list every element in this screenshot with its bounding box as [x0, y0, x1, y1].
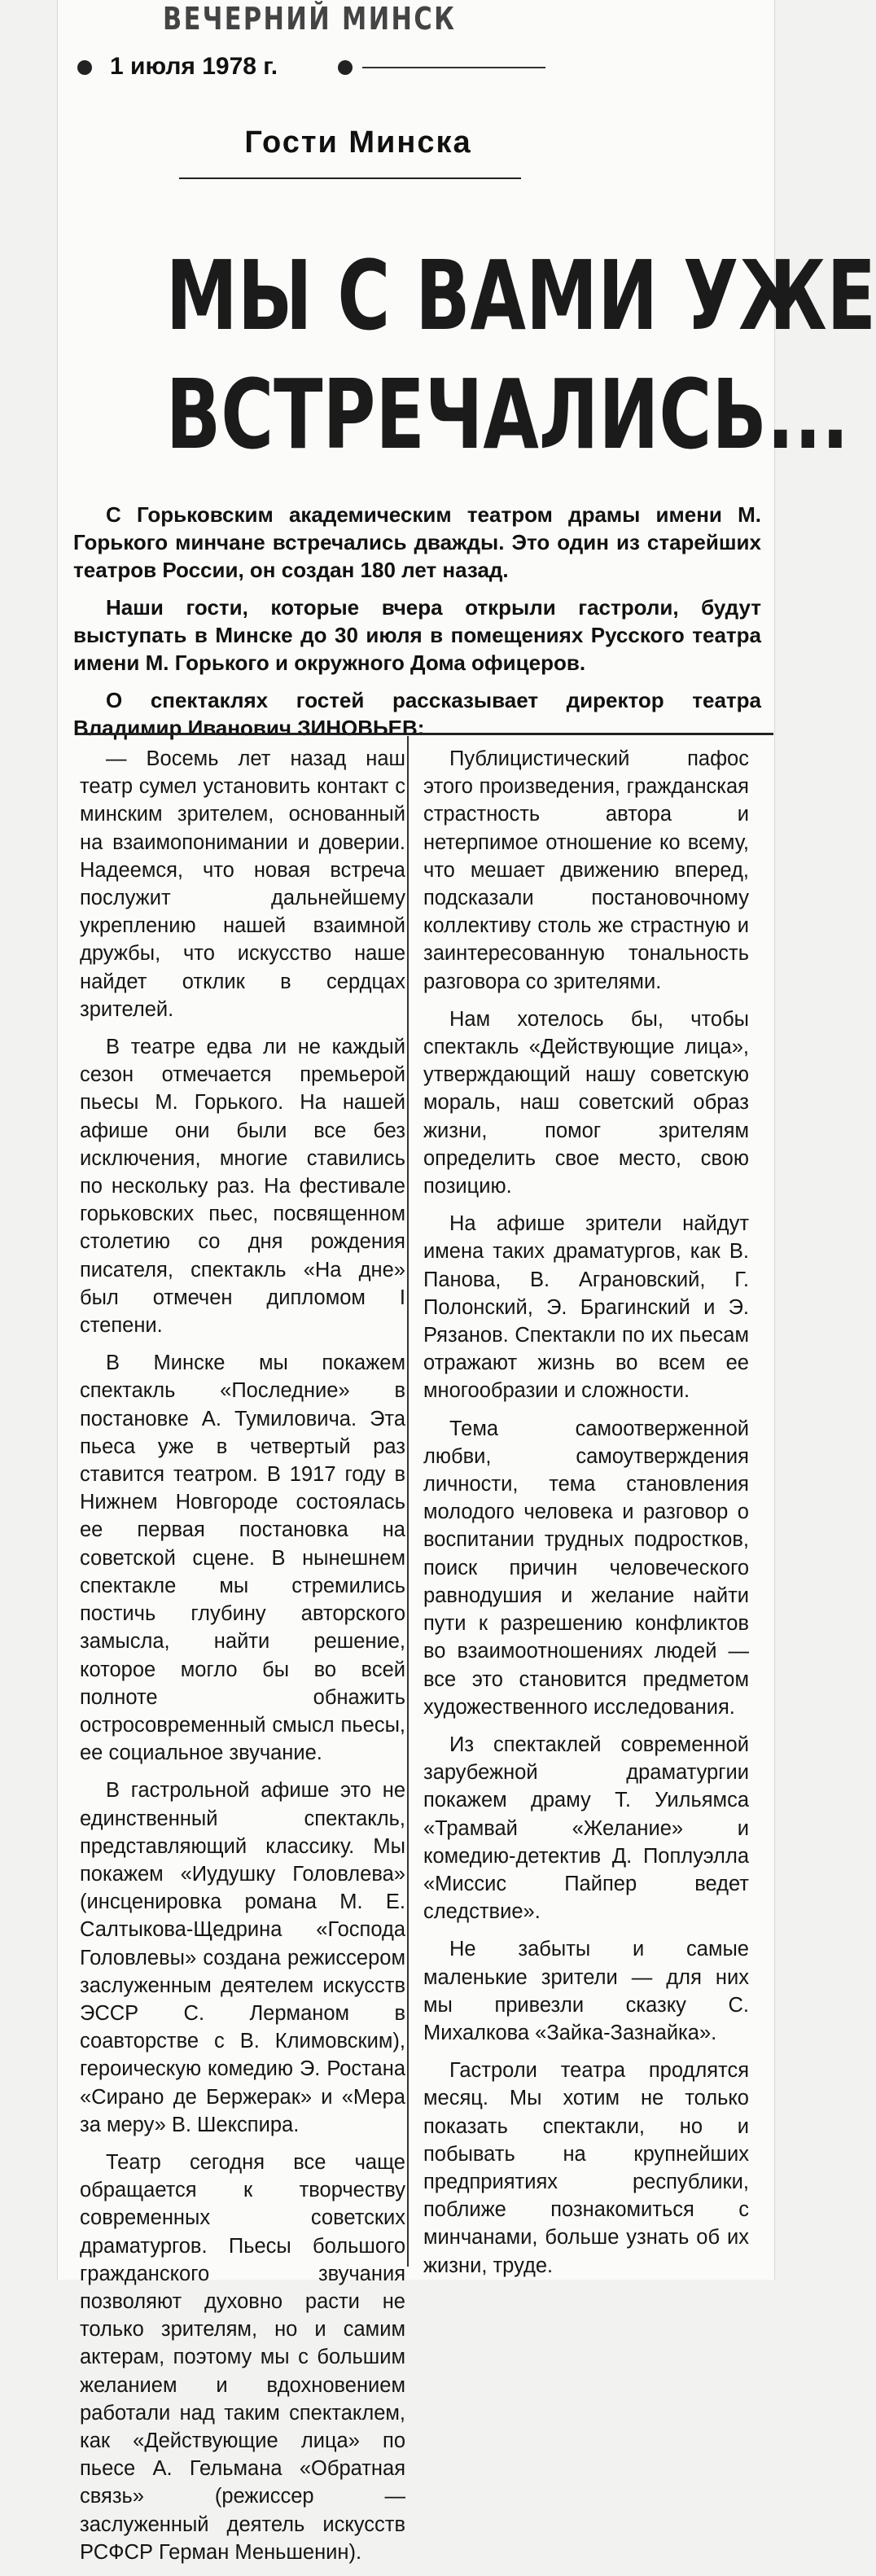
headline-line-1: МЫ С ВАМИ УЖЕ — [165, 239, 876, 352]
date-rule — [362, 67, 545, 68]
section-rubric: Гости Минска — [244, 125, 472, 160]
body-paragraph: Театр сегодня все чаще обращается к творчеству современных советских драматургов. Пьесы большого гражданского звучания позволяют духовно расти не только зрителям, но и самим актерам, поэтому мы с большим желанием и вдохновением работали над таким спектаклем, как «Действующие лица» по пьесе А. Гельмана «Обратная связь» (режиссер — заслуженный деятель искусств РСФСР Герман Меньшенин). — [80, 2150, 405, 2564]
article-headline — [165, 236, 876, 474]
bullet-icon — [77, 60, 92, 75]
body-paragraph: На афише зрители найдут имена таких драматургов, как В. Панова, В. Аграновский, Г. Полонский, Э. Брагинский и Э. Рязанов. Спектакли по их пьесам отражают жизнь во всем ее многообразии и сложности. — [423, 1212, 749, 1403]
body-paragraph: Публицистический пафос этого произведения, гражданская страстность автора и нетерпимое отношение ко всему, что мешает движению вперед, подсказали постановочному коллективу столь же страстную и заинтересованную тональность разговора со зрителями. — [423, 747, 749, 993]
lead-divider — [77, 733, 773, 735]
lead-paragraph: С Горьковским академическим театром драмы имени М. Горького минчане встречались дважды. Это один из старейших театров России, он создан 180 лет назад. — [73, 502, 761, 582]
body-paragraph: В театре едва ли не каждый сезон отмечается премьерой пьесы М. Горького. На нашей афише они были все без исключения, многие ставились по нескольку раз. На фестивале горьковских пьес, посвященном столетию со дня рождения писателя, спектакль «На дне» был отмечен дипломом I степени. — [80, 1036, 405, 1338]
body-paragraph: В гастрольной афише это не единственный спектакль, представляющий классику. Мы покажем «Иудушку Головлева» (инсценировка романа М. Е. Салтыкова-Щедрина «Господа Головлевы» создана режиссером заслуженным деятелем искусств ЭССР С. Лерманом в соавторстве с В. Климовским), героическую комедию Э. Ростана «Сирано де Бержерак» и «Мера за меру» В. Шекспира. — [80, 1779, 405, 2136]
body-paragraph: Не забыты и самые маленькие зрители — для них мы привезли сказку С. Михалкова «Зайка-Зазнайка». — [423, 1938, 749, 2044]
rubric-underline — [179, 177, 521, 179]
article-column-right — [423, 745, 749, 2289]
body-paragraph: В Минске мы покажем спектакль «Последние» в постановке А. Тумиловича. Эта пьеса уже в четвертый раз ставится театром. В 1917 году в Нижнем Новгороде состоялась ее первая постановка на советской сцене. В нынешнем спектакле мы стремились постичь глубину авторского замысла, найти решение, которое могло бы во всей полноте обнажить остросовременный смысл пьесы, ее социальное звучание. — [80, 1352, 405, 1765]
body-paragraph: Гастроли театра продлятся месяц. Мы хотим не только показать спектакли, но и побывать на крупнейших предприятиях республики, поближе познакомиться с минчанами, больше узнать об их жизни, труде. — [423, 2059, 749, 2277]
newspaper-masthead: ВЕЧЕРНИЙ МИНСК — [163, 1, 457, 37]
lead-paragraph: Наши гости, которые вчера открыли гастроли, будут выступать в Минске до 30 июля в помещениях Русского театра имени М. Горького и окружного Дома офицеров. — [73, 595, 761, 675]
body-paragraph: Из спектаклей современной зарубежной драматургии покажем драму Т. Уильямса «Трамвай «Желание» и комедию-детектив Д. Поплуэлла «Миссис Пайпер ведет следствие». — [423, 1733, 749, 1924]
body-paragraph: — Восемь лет назад наш театр сумел установить контакт с минским зрителем, основанный на взаимопонимании и доверии. Надеемся, что новая встреча послужит дальнейшему укреплению нашей взаимной дружбы, что искусство наше найдет отклик в сердцах зрителей. — [80, 747, 405, 1021]
column-rule — [407, 736, 409, 2267]
lead-paragraph: О спектаклях гостей рассказывает директор театра Владимир Иванович ЗИНОВЬЕВ: — [73, 688, 761, 740]
article-column-left — [80, 745, 405, 2576]
body-paragraph: Нам хотелось бы, чтобы спектакль «Действующие лица», утверждающий нашу советскую мораль, наш советский образ жизни, помог зрителям определить свое место, свою позицию. — [423, 1007, 749, 1198]
headline-line-2: ВСТРЕЧАЛИСЬ... — [165, 358, 849, 471]
body-paragraph: Тема самоотверженной любви, самоутверждения личности, тема становления молодого человека и разговор о воспитании трудных подростков, поиск причин человеческого равнодушия и желание найти пути к разрешению конфликтов во взаимоотношениях людей — все это становится предметом художественного исследования. — [423, 1417, 749, 1719]
date-row — [77, 50, 550, 83]
article-lead — [73, 501, 761, 751]
issue-date: 1 июля 1978 г. — [110, 53, 278, 80]
bullet-icon — [338, 60, 353, 75]
